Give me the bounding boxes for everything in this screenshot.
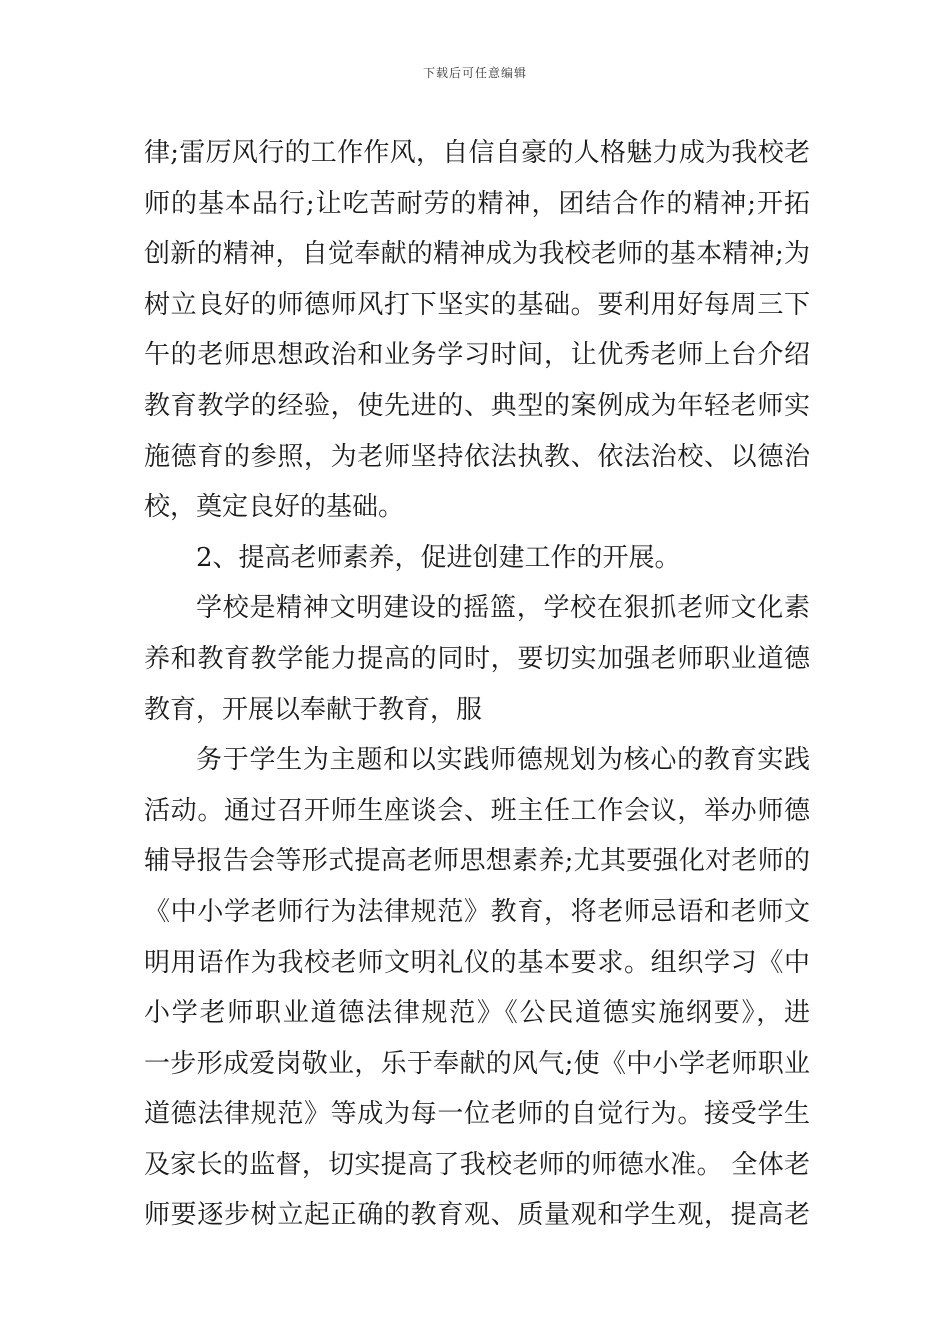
text-line: 道德法律规范》等成为每一位老师的自觉行为。接受学生 — [144, 1099, 810, 1130]
text-line: 教育，开展以奉献于教育，服 — [144, 694, 483, 725]
text-line: 养和教育教学能力提高的同时，要切实加强老师职业道德 — [144, 643, 810, 674]
text-line: 学校是精神文明建设的摇篮，学校在狠抓老师文化素 — [196, 593, 810, 624]
text-line: 校，奠定良好的基础。 — [144, 492, 405, 523]
text-line: 活动。通过召开师生座谈会、班主任工作会议，举办师德 — [144, 795, 810, 826]
text-line: 师要逐步树立起正确的教育观、质量观和学生观，提高老 — [144, 1200, 810, 1231]
text-line: 《中小学老师行为法律规范》教育，将老师忌语和老师文 — [144, 896, 810, 927]
text-line: 律;雷厉风行的工作作风，自信自豪的人格魅力成为我校老 — [144, 138, 810, 168]
text-line: 午的老师思想政治和业务学习时间，让优秀老师上台介绍 — [144, 340, 810, 371]
text-line: 务于学生为主题和以实践师德规划为核心的教育实践 — [196, 745, 810, 776]
text-line: 2、提高老师素养，促进创建工作的开展。 — [196, 542, 681, 573]
text-line: 小学老师职业道德法律规范》《公民道德实施纲要》，进 — [144, 998, 810, 1029]
text-line: 明用语作为我校老师文明礼仪的基本要求。组织学习《中 — [144, 947, 810, 978]
page-header: 下载后可任意编辑 — [422, 66, 527, 80]
text-line: 及家长的监督，切实提高了我校老师的师德水准。 全体老 — [144, 1149, 810, 1180]
text-line: 一步形成爱岗敬业，乐于奉献的风气;使《中小学老师职业 — [144, 1048, 810, 1079]
text-line: 施德育的参照，为老师坚持依法执教、依法治校、以德治 — [144, 441, 810, 472]
text-line: 创新的精神，自觉奉献的精神成为我校老师的基本精神;为 — [144, 239, 810, 270]
text-line: 教育教学的经验，使先进的、典型的案例成为年轻老师实 — [144, 390, 810, 421]
text-line: 师的基本品行;让吃苦耐劳的精神，团结合作的精神;开拓 — [144, 188, 810, 219]
body-text — [144, 128, 810, 1241]
text-line: 树立良好的师德师风打下坚实的基础。要利用好每周三下 — [144, 289, 810, 320]
text-line: 辅导报告会等形式提高老师思想素养;尤其要强化对老师的 — [144, 846, 810, 877]
